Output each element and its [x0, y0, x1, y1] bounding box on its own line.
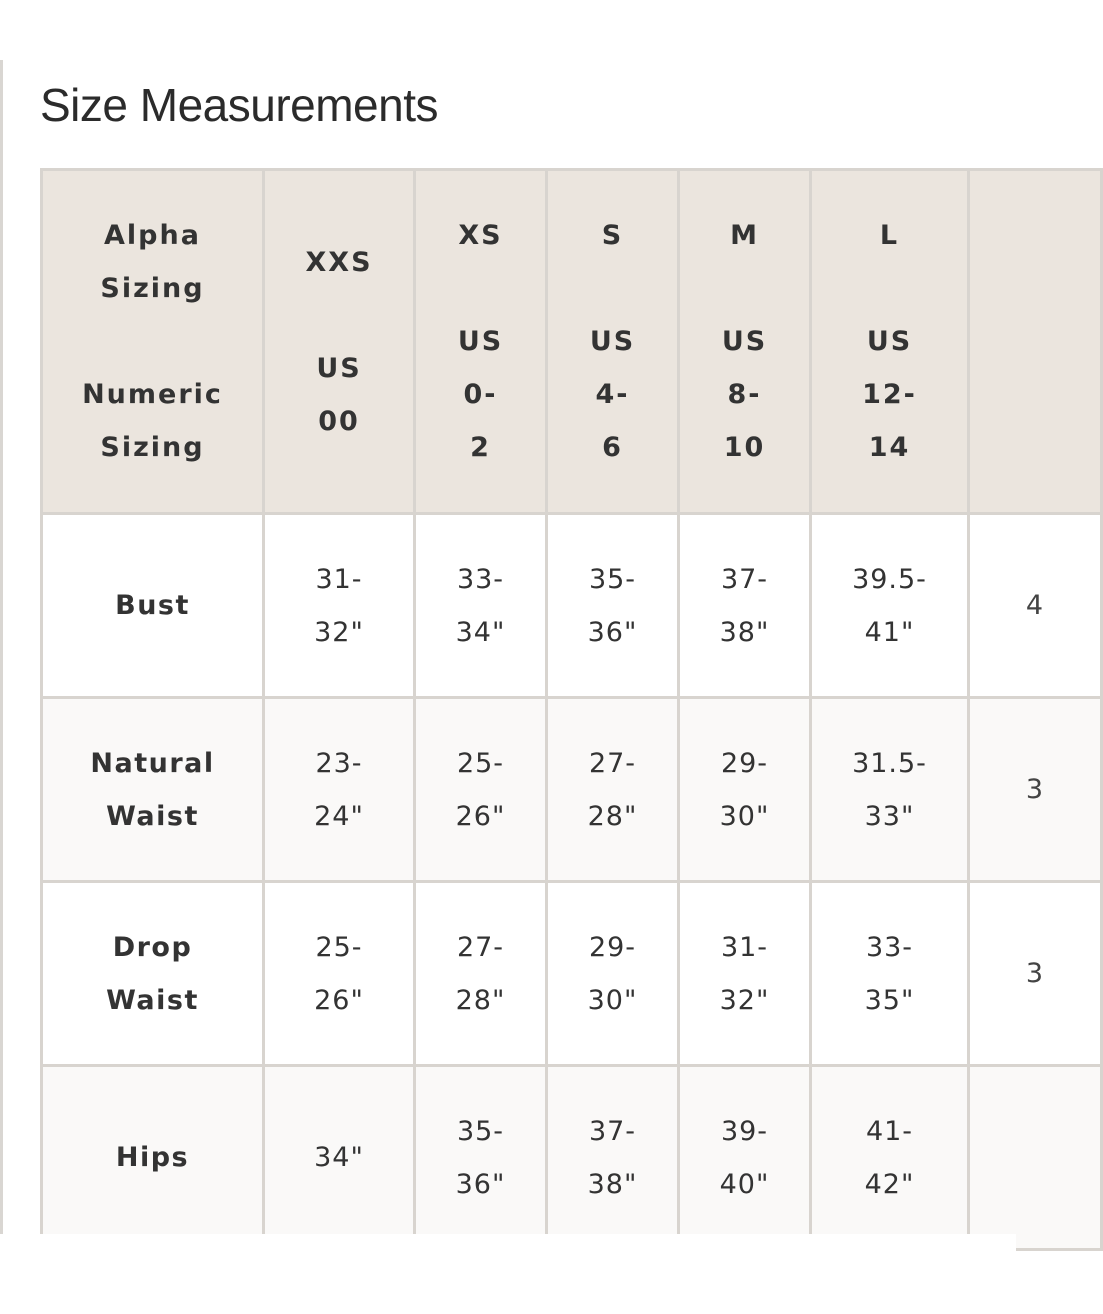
value-cell: 29- 30"	[547, 882, 679, 1066]
value-cell: 25- 26"	[415, 698, 547, 882]
value-cell: 27- 28"	[415, 882, 547, 1066]
value-cell: 31- 32"	[264, 514, 415, 698]
row-label: Natural Waist	[42, 698, 264, 882]
value-cell: 37- 38"	[679, 514, 811, 698]
value-cell: 41- 42"	[811, 1066, 969, 1250]
value-cell: 35- 36"	[415, 1066, 547, 1250]
value-cell: 34"	[264, 1066, 415, 1250]
page-title: Size Measurements	[40, 79, 438, 131]
value-cell: 37- 38"	[547, 1066, 679, 1250]
value-cell: 33- 34"	[415, 514, 547, 698]
row-label: Hips	[42, 1066, 264, 1250]
header-size-s: S US 4- 6	[547, 170, 679, 514]
value-cell-cut-off: 3	[969, 698, 1102, 882]
value-cell: 25- 26"	[264, 882, 415, 1066]
value-cell-cut-off: 3	[969, 882, 1102, 1066]
header-size-cut-off	[969, 170, 1102, 514]
value-cell: 31.5- 33"	[811, 698, 969, 882]
value-cell: 23- 24"	[264, 698, 415, 882]
size-table-container[interactable]	[40, 168, 1045, 1234]
value-cell: 29- 30"	[679, 698, 811, 882]
bottom-whitespace	[0, 1234, 1016, 1314]
header-label-cell: Alpha Sizing Numeric Sizing	[42, 170, 264, 514]
header-size-xxs: XXS US 00	[264, 170, 415, 514]
value-cell: 39.5- 41"	[811, 514, 969, 698]
left-edge-divider	[0, 60, 3, 1240]
header-size-l: L US 12- 14	[811, 170, 969, 514]
value-cell: 27- 28"	[547, 698, 679, 882]
size-table	[40, 168, 1103, 1251]
table-row-natural-waist	[42, 698, 1102, 882]
table-row-hips	[42, 1066, 1102, 1250]
header-size-m: M US 8- 10	[679, 170, 811, 514]
value-cell-cut-off	[969, 1066, 1102, 1250]
value-cell: 39- 40"	[679, 1066, 811, 1250]
row-label: Drop Waist	[42, 882, 264, 1066]
value-cell: 33- 35"	[811, 882, 969, 1066]
row-label: Bust	[42, 514, 264, 698]
header-row	[42, 170, 1102, 514]
table-row-drop-waist	[42, 882, 1102, 1066]
value-cell-cut-off: 4	[969, 514, 1102, 698]
value-cell: 31- 32"	[679, 882, 811, 1066]
table-row-bust	[42, 514, 1102, 698]
header-size-xs: XS US 0- 2	[415, 170, 547, 514]
value-cell: 35- 36"	[547, 514, 679, 698]
